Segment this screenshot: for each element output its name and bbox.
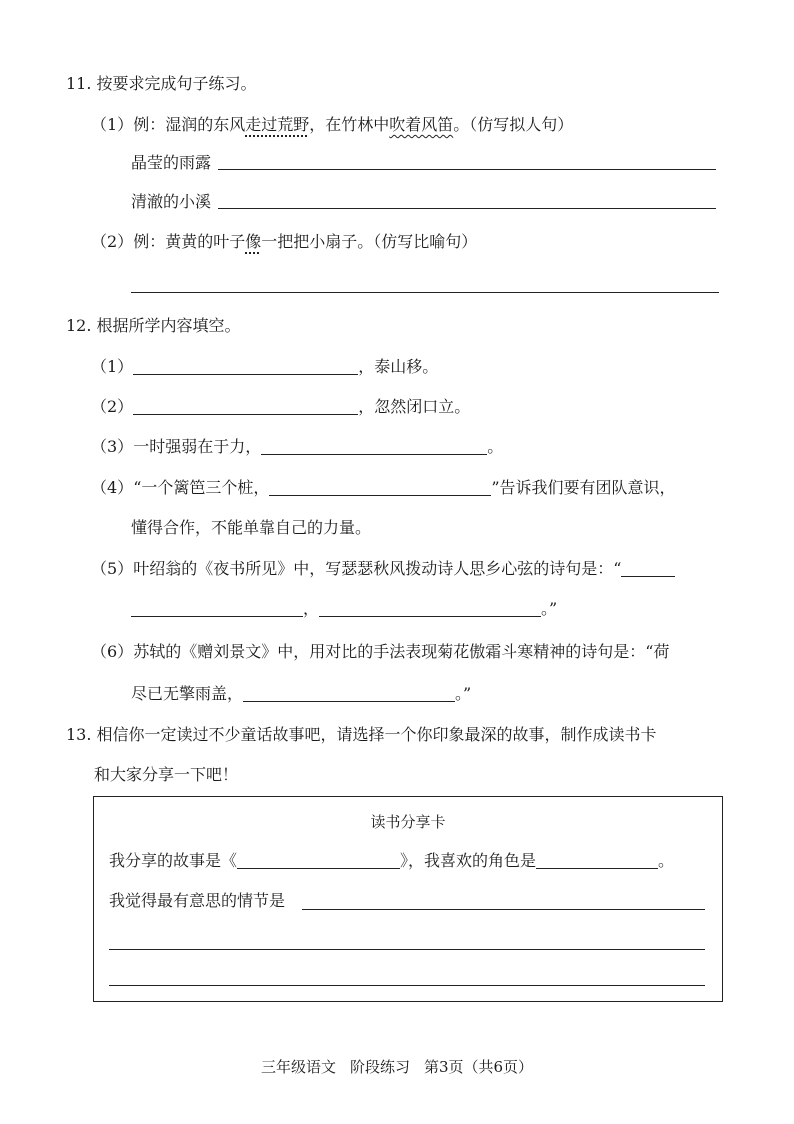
q11-part1-pre: 例：湿润的东风: [133, 115, 246, 134]
q12-item-4-blank[interactable]: [269, 478, 491, 496]
q11-part2-pre: 例：黄黄的叶子: [133, 232, 246, 251]
card-character-blank[interactable]: [536, 851, 658, 869]
q12-item-5-blank-a[interactable]: [131, 599, 303, 617]
reading-share-card: [93, 796, 723, 1002]
q11-part2-post: 一把把小扇子。（仿写比喻句）: [261, 232, 478, 251]
q12-item-4-pre: “一个篱笆三个桩，: [133, 478, 270, 497]
q11-part1-mid: ，在竹林中: [309, 115, 390, 134]
q12-item-1-blank[interactable]: [133, 357, 358, 375]
card-line-1-pre: 我分享的故事是《: [109, 851, 238, 870]
q13-title-line-2: 和大家分享一下吧！: [94, 765, 239, 784]
q12-item-6-post: 。”: [455, 684, 472, 703]
q11-part2-prompt: [91, 231, 477, 253]
q11-part1-dotted-phrase: 走过荒野: [245, 115, 310, 134]
card-line-2: [109, 890, 285, 912]
card-line-1-post: 。: [658, 851, 675, 870]
q12-item-6-continuation: [131, 683, 471, 705]
q12-item-4-post: ”告诉我们要有团队意识，: [491, 478, 676, 497]
q12-item-2-number: （2）: [91, 397, 134, 416]
q11-part1-number: （1）: [91, 115, 134, 134]
q11-line-b-label: 清澈的小溪: [131, 192, 212, 211]
card-line-1-mid: 》，我喜欢的角色是: [400, 851, 537, 870]
q13-title-line-1: 13. 相信你一定读过不少童话故事吧，请选择一个你印象最深的故事，制作成读书卡: [66, 725, 657, 744]
q12-item-3-number: （3）: [91, 437, 134, 456]
q12-item-1-number: （1）: [91, 357, 134, 376]
q12-item-6-blank[interactable]: [243, 684, 455, 702]
footer-stage: 阶段练习: [349, 1058, 410, 1076]
page-footer: [0, 1056, 794, 1078]
card-plot-blank-2[interactable]: [109, 949, 705, 950]
q11-line-a-answer-blank[interactable]: [218, 169, 716, 170]
q12-item-3: [91, 436, 503, 458]
q11-part1-post: 。（仿写拟人句）: [453, 115, 574, 134]
q11-part1-wavy-phrase: 吹着风笛: [389, 115, 454, 134]
footer-subject: 三年级语文: [260, 1058, 336, 1076]
q12-title: 12. 根据所学内容填空。: [66, 316, 241, 335]
q12-item-1-post: ，泰山移。: [358, 357, 439, 376]
card-story-blank[interactable]: [237, 851, 400, 869]
q12-item-4-continuation: 懂得合作，不能单靠自己的力量。: [131, 518, 372, 537]
q11-line-a-label: 晶莹的雨露: [131, 153, 212, 172]
q11-part2-dotted-word: 像: [245, 232, 262, 251]
q11-title: 11. 按要求完成句子练习。: [66, 74, 257, 93]
footer-page-number: 第3页（共6页）: [423, 1058, 534, 1076]
q12-item-2-post: ，忽然闭口立。: [358, 397, 471, 416]
q12-item-6: [91, 641, 669, 663]
q11-line-b-answer-blank[interactable]: [218, 208, 716, 209]
q12-item-5-pre: 叶绍翁的《夜书所见》中，写瑟瑟秋风拨动诗人思乡心弦的诗句是：“: [133, 559, 622, 578]
q12-item-5-blank-start[interactable]: [621, 559, 675, 577]
q12-item-6-cont-pre: 尽已无擎雨盖，: [131, 684, 244, 703]
q11-part2-number: （2）: [91, 232, 134, 251]
q12-item-3-blank[interactable]: [261, 437, 487, 455]
card-plot-blank-3[interactable]: [109, 985, 705, 986]
q11-part2-answer-blank[interactable]: [131, 292, 719, 293]
card-line-1: [109, 850, 674, 872]
q12-item-2: [91, 396, 470, 418]
q12-item-5-continuation: [131, 598, 557, 620]
q12-item-5-number: （5）: [91, 559, 134, 578]
q11-part1-prompt: [91, 114, 573, 136]
q12-item-3-post: 。: [487, 437, 504, 456]
q12-item-1: [91, 356, 438, 378]
q12-item-6-number: （6）: [91, 642, 134, 661]
q12-item-5-separator: ，: [303, 599, 320, 618]
q12-item-4: [91, 477, 676, 499]
q12-item-4-number: （4）: [91, 478, 134, 497]
q12-item-6-pre: 苏轼的《赠刘景文》中，用对比的手法表现菊花傲霜斗寒精神的诗句是：“荷: [133, 642, 670, 661]
card-line-2-pre: 我觉得最有意思的情节是: [109, 891, 286, 910]
q12-item-3-pre: 一时强弱在于力，: [133, 437, 262, 456]
q12-item-2-blank[interactable]: [133, 397, 358, 415]
card-title: 读书分享卡: [370, 813, 446, 831]
card-plot-blank-1[interactable]: [302, 909, 705, 910]
q12-item-5-post: 。”: [541, 599, 558, 618]
q12-item-5-blank-b[interactable]: [319, 599, 541, 617]
q12-item-5: [91, 558, 675, 580]
